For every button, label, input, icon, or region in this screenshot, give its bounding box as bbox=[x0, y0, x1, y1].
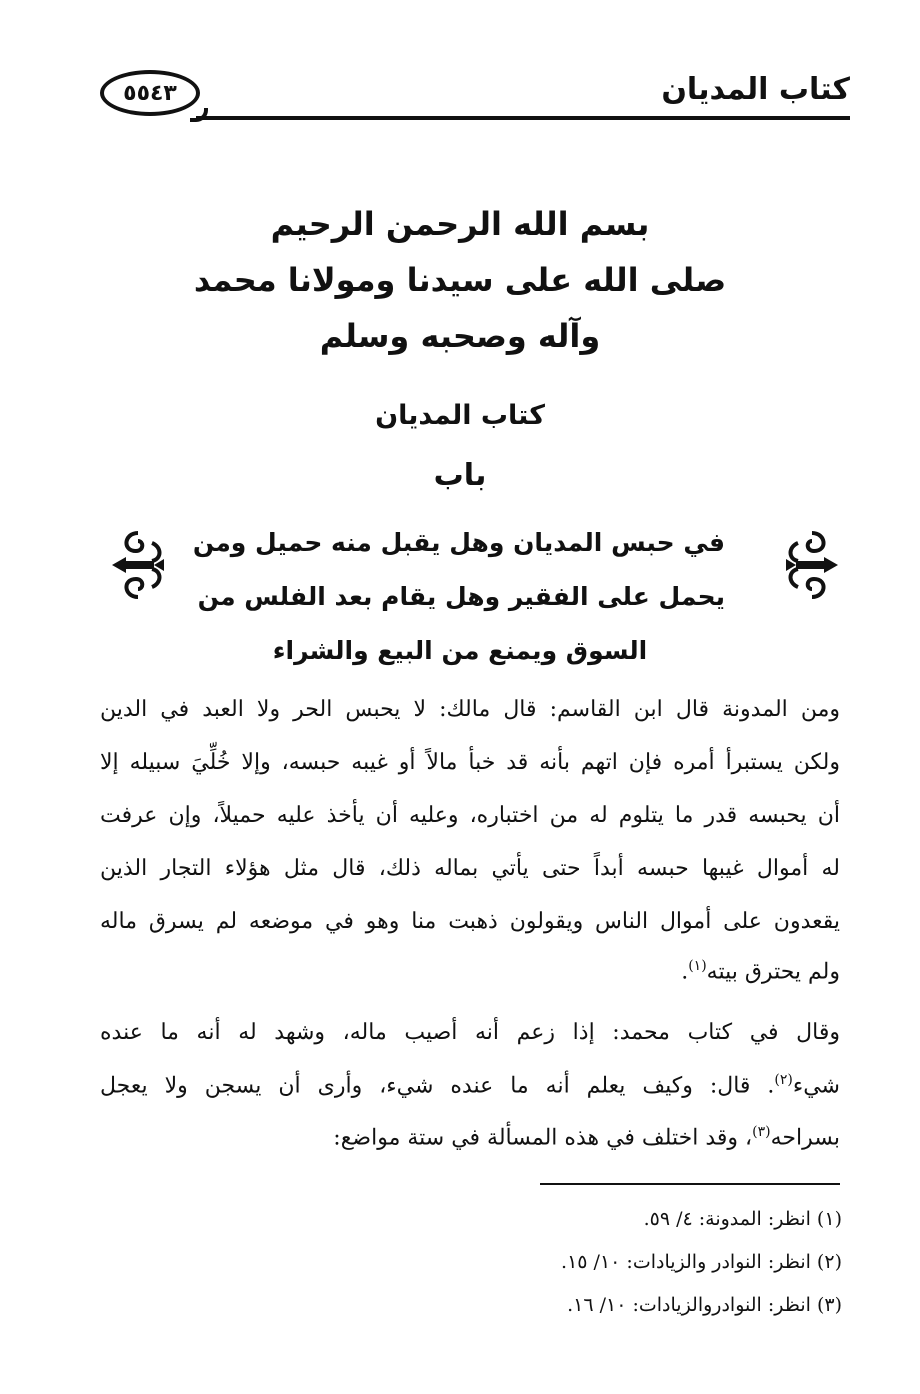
chapter-title-line-3: السوق ويمنع من البيع والشراء bbox=[272, 636, 648, 665]
page-number-badge bbox=[100, 70, 200, 116]
paragraph-1-line-6-text: ولم يحترق بيته bbox=[706, 959, 840, 985]
basmala-line-3: وآله وصحبه وسلم bbox=[319, 317, 601, 355]
header-rule bbox=[196, 116, 850, 120]
footnote-separator bbox=[540, 1183, 840, 1185]
page-number: ٥٥٤٣ bbox=[123, 80, 177, 106]
paragraph-2-line-3-end: ، وقد اختلف في هذه المسألة في ستة مواضع: bbox=[333, 1125, 753, 1151]
left-ornament-icon bbox=[108, 525, 168, 605]
paragraph-2-line-3 bbox=[100, 1124, 840, 1150]
footnote-ref-1: (١) bbox=[688, 958, 707, 974]
paragraph-1-end: . bbox=[681, 959, 689, 985]
chapter-title-line-1: في حبس المديان وهل يقبل منه حميل ومن bbox=[192, 528, 725, 557]
basmala-line-2: صلى الله على سيدنا ومولانا محمد bbox=[193, 261, 727, 299]
running-header-title: كتاب المديان bbox=[661, 72, 850, 107]
basmala-line-1: بسم الله الرحمن الرحيم bbox=[270, 205, 650, 243]
chapter-title-line-2: يحمل على الفقير وهل يقام بعد الفلس من bbox=[197, 582, 725, 611]
paragraph-1-line-1: ومن المدونة قال ابن القاسم: قال مالك: لا يحبس الحر ولا العبد في الدين bbox=[100, 697, 840, 722]
paragraph-2-line-2-end: . قال: وكيف يعلم أنه ما عنده شيء، وأرى أن يسجن ولا يعجل bbox=[100, 1073, 775, 1099]
footnote-1: (١) انظر: المدونة: ٤/ ٥٩. bbox=[643, 1208, 842, 1230]
paragraph-1-line-6 bbox=[100, 958, 840, 984]
paragraph-2-line-2-start: شيء bbox=[792, 1073, 840, 1099]
paragraph-1-line-5: يقعدون على أموال الناس ويقولون ذهبت منا وهو في موضعه لم يسرق ماله bbox=[100, 909, 840, 934]
kitab-title: كتاب المديان bbox=[375, 400, 545, 431]
right-ornament-icon bbox=[782, 525, 842, 605]
paragraph-2-line-3-start: بسراحه bbox=[770, 1125, 840, 1151]
footnote-3: (٣) انظر: النوادروالزيادات: ١٠/ ١٦. bbox=[567, 1294, 842, 1316]
footnote-ref-3: (٣) bbox=[752, 1124, 771, 1140]
bab-heading: باب bbox=[433, 458, 487, 493]
paragraph-1-line-3: أن يحبسه قدر ما يتلوم له من اختباره، وعليه أن يأخذ عليه حميلاً، وإن عرفت bbox=[100, 803, 840, 828]
paragraph-1-line-4: له أموال غيبها حبسه أبداً حتى يأتي بماله ذلك، قال مثل هؤلاء التجار الذين bbox=[100, 856, 840, 881]
footnote-2: (٢) انظر: النوادر والزيادات: ١٠/ ١٥. bbox=[561, 1251, 842, 1273]
paragraph-1-line-2: ولكن يستبرأ أمره فإن اتهم بأنه قد خبأ مالاً أو غيبه حبسه، وإلا خُلِّيَ سبيله إلا bbox=[100, 750, 840, 775]
footnote-ref-2: (٢) bbox=[774, 1072, 793, 1088]
paragraph-2-line-1: وقال في كتاب محمد: إذا زعم أنه أصيب ماله، وشهد له أنه ما عنده bbox=[100, 1020, 840, 1045]
paragraph-2-line-2 bbox=[100, 1072, 840, 1098]
